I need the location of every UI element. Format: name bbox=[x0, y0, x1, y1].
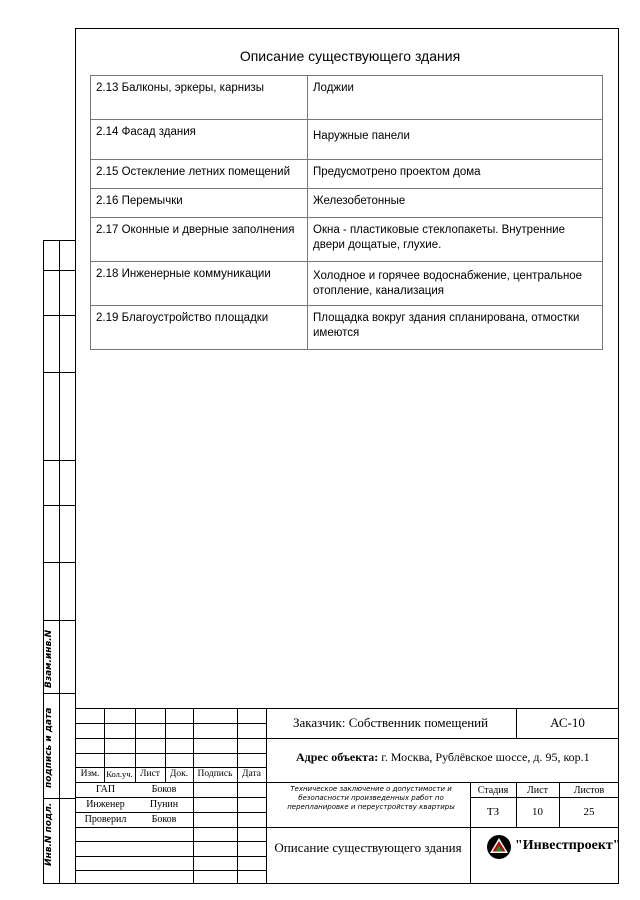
side-rule bbox=[43, 505, 75, 506]
table-row bbox=[91, 218, 603, 262]
row-value: Железобетонные bbox=[308, 189, 603, 218]
stamp-col-rule bbox=[237, 708, 238, 884]
stamp-row-rule bbox=[266, 738, 619, 739]
stamp-row-rule bbox=[266, 782, 619, 783]
stamp-top-rule bbox=[75, 708, 619, 709]
staff-name: Боков bbox=[151, 784, 177, 795]
stamp-row-rule bbox=[75, 827, 266, 828]
side-rule bbox=[43, 562, 75, 563]
row-value: Наружные панели bbox=[308, 120, 603, 160]
stamp-row-rule bbox=[75, 723, 266, 724]
row-item: 2.13 Балконы, эркеры, карнизы bbox=[91, 76, 308, 120]
stamp-row-rule bbox=[266, 827, 619, 828]
page-title: Описание существующего здания bbox=[239, 48, 461, 64]
stamp-col-rule bbox=[470, 782, 471, 884]
row-item: 2.15 Остекление летних помещений bbox=[91, 160, 308, 189]
stamp-row-rule bbox=[75, 841, 266, 842]
table-row bbox=[91, 189, 603, 218]
vzam-label: Взам.инв.N bbox=[44, 629, 54, 688]
spec-table bbox=[90, 75, 603, 350]
staff-name: Боков bbox=[151, 814, 177, 825]
table-row bbox=[91, 262, 603, 306]
col-header: Подпись bbox=[197, 769, 233, 779]
col-header: Лист bbox=[140, 769, 160, 779]
staff-role: ГАП bbox=[95, 784, 116, 795]
row-value: Площадка вокруг здания спланирована, отмостки имеются bbox=[308, 306, 603, 350]
stamp-row-rule bbox=[75, 870, 266, 871]
sheet-label: Лист bbox=[527, 785, 548, 796]
stage-value: ТЗ bbox=[486, 806, 500, 818]
address-line bbox=[296, 750, 590, 765]
side-divider bbox=[59, 620, 60, 884]
sheet-value: 10 bbox=[532, 806, 543, 818]
stamp-row-rule bbox=[75, 856, 266, 857]
table-row bbox=[91, 306, 603, 350]
stamp-col-rule bbox=[193, 708, 194, 884]
doc-title: Описание существующего здания bbox=[274, 840, 462, 855]
sheets-value: 25 bbox=[583, 806, 595, 818]
row-value: Холодное и горячее водоснабжение, центральное отопление, канализация bbox=[308, 262, 603, 306]
customer-text: Заказчик: Собственник помещений bbox=[293, 715, 489, 730]
company-logo-icon bbox=[486, 834, 512, 860]
table-row bbox=[91, 76, 603, 120]
row-item: 2.16 Перемычки bbox=[91, 189, 308, 218]
stamp-row-rule bbox=[75, 753, 266, 754]
row-item: 2.18 Инженерные коммуникации bbox=[91, 262, 308, 306]
side-rule bbox=[43, 270, 75, 271]
col-header: Док. bbox=[169, 769, 189, 779]
row-item: 2.14 Фасад здания bbox=[91, 120, 308, 160]
stamp-row-rule bbox=[75, 782, 266, 783]
row-value: Лоджии bbox=[308, 76, 603, 120]
podpis-label: подпись и дата bbox=[44, 707, 54, 788]
work-description: Техническое заключение о допустимости и безопасности произведенных работ по перепланировке и переустройству квартиры bbox=[287, 785, 455, 811]
stamp-row-rule bbox=[470, 797, 619, 798]
staff-role: Проверил bbox=[84, 814, 127, 825]
col-header: Изм. bbox=[80, 769, 100, 779]
stamp-row-rule bbox=[75, 767, 266, 768]
row-value: Окна - пластиковые стеклопакеты. Внутренние двери дощатые, глухие. bbox=[308, 218, 603, 262]
side-rule bbox=[43, 372, 75, 373]
side-rule bbox=[43, 460, 75, 461]
stamp-row-rule bbox=[75, 797, 266, 798]
address-value: г. Москва, Рублёвское шоссе, д. 95, кор.1 bbox=[381, 750, 590, 764]
row-value: Предусмотрено проектом дома bbox=[308, 160, 603, 189]
row-item: 2.19 Благоустройство площадки bbox=[91, 306, 308, 350]
staff-name: Пунин bbox=[149, 799, 179, 810]
inv-label: Инв.N подл. bbox=[44, 802, 54, 866]
col-header: Кол.уч. bbox=[106, 769, 133, 779]
stamp-row-rule bbox=[75, 738, 266, 739]
address-label: Адрес объекта: bbox=[296, 750, 379, 764]
sheets-label: Листов bbox=[573, 785, 605, 796]
col-header: Дата bbox=[242, 769, 261, 779]
table-row bbox=[91, 160, 603, 189]
table-row bbox=[91, 120, 603, 160]
company-name: "Инвестпроект" bbox=[515, 838, 621, 853]
staff-role: Инженер bbox=[86, 799, 125, 810]
project-code: АС-10 bbox=[550, 715, 585, 730]
stamp-col-rule bbox=[266, 708, 267, 884]
stage-label: Стадия bbox=[477, 785, 509, 796]
row-item: 2.17 Оконные и дверные заполнения bbox=[91, 218, 308, 262]
stamp-row-rule bbox=[75, 812, 266, 813]
side-rule bbox=[43, 315, 75, 316]
side-divider bbox=[59, 240, 60, 620]
